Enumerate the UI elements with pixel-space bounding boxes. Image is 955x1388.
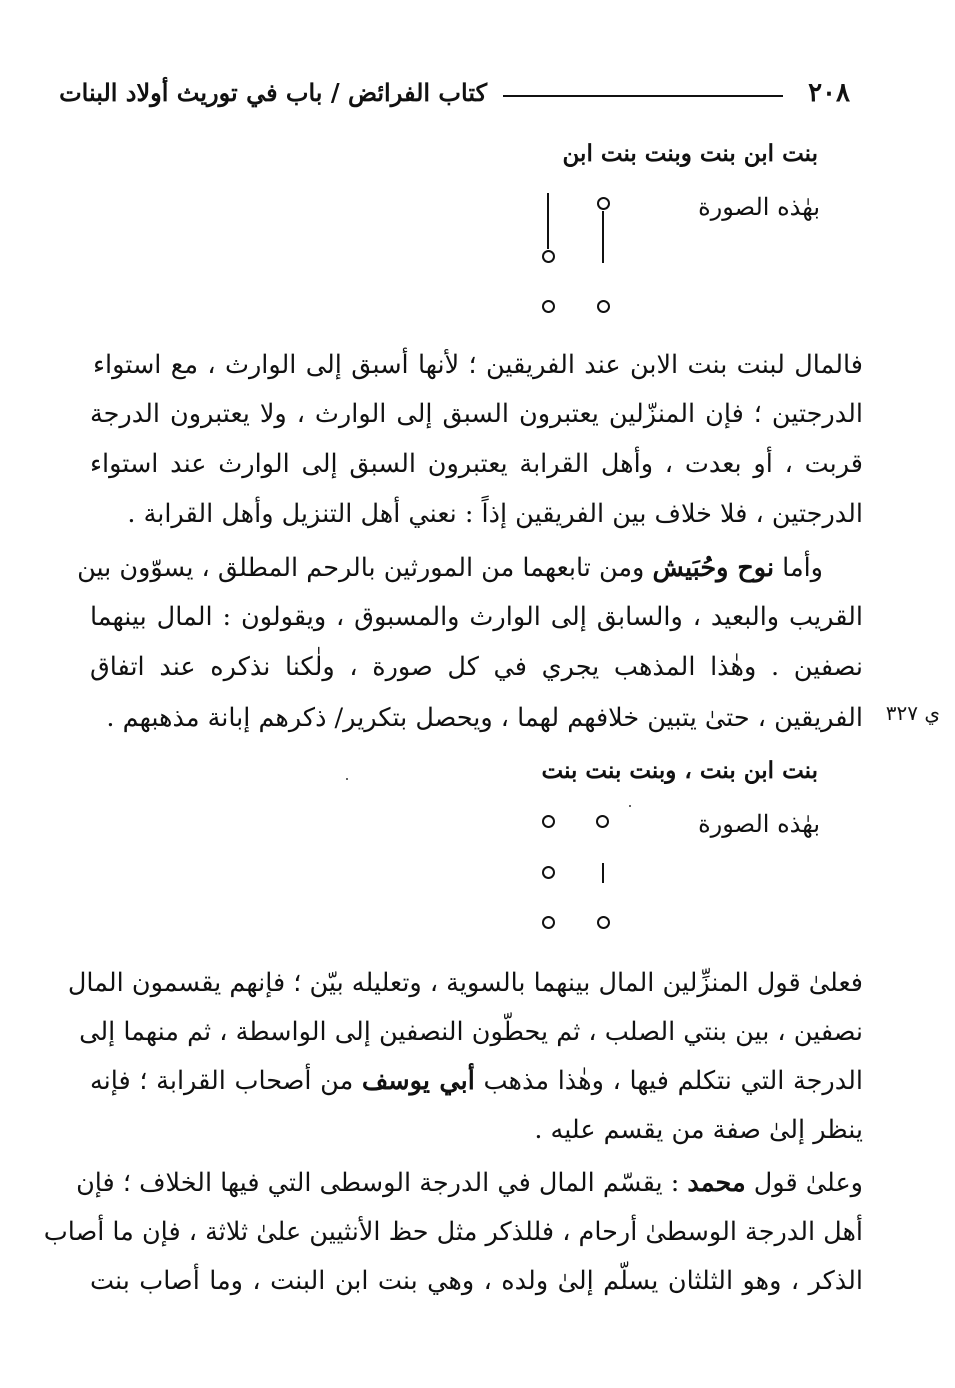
paragraph-1-line: الدرجتين ، فلا خلاف بين الفريقين إذاً : نعني أهل التنزيل وأهل القرابة .: [127, 499, 863, 529]
diagram-node: [597, 916, 610, 929]
diagram-2-caption: بهٰذه الصورة: [698, 810, 820, 838]
running-title: كتاب الفرائض / باب في توريث أولاد البنات: [59, 78, 487, 107]
diagram-node: [597, 197, 610, 210]
diagram-node: [597, 300, 610, 313]
diagram-node: [596, 815, 609, 828]
margin-note: ي ٣٢٧: [885, 701, 940, 725]
paragraph-2-line: القريب والبعيد ، والسابق إلى الوارث والمسبوق ، ويقولون : المال بينهما: [90, 602, 863, 632]
paragraph-4-line: وعلىٰ قول محمد : يقسّم المال في الدرجة الوسطى التي فيها الخلاف ؛ فإن: [76, 1168, 863, 1198]
diagram-node: [542, 815, 555, 828]
diagram-node: [542, 916, 555, 929]
paragraph-1-line: قربت ، أو بعدت ، وأهل القرابة يعتبرون السبق إلى الوارث عند استواء: [90, 449, 863, 479]
diagram-edge: [602, 211, 604, 263]
diagram-2-heading: بنت ابن بنت ، وبنت بنت بنت: [541, 757, 818, 784]
proper-name: محمد: [687, 1168, 746, 1198]
paragraph-3-line: فعلىٰ قول المنزِّلين المال بينهما بالسوية ، وتعليله بيّن ؛ فإنهم يقسمون المال: [67, 968, 863, 998]
paragraph-3-line: ينظر إلىٰ صفة من يقسم عليه .: [534, 1115, 863, 1145]
proper-name: أبي يوسف: [361, 1066, 475, 1096]
print-speck: [346, 778, 348, 780]
header-rule: [503, 95, 783, 97]
diagram-edge: [547, 193, 549, 249]
paragraph-2-line: نصفين . وهٰذا المذهب يجري في كل صورة ، ولٰكنا نذكره عند اتفاق: [90, 652, 863, 682]
diagram-1-heading: بنت ابن بنت وبنت بنت ابن: [562, 140, 818, 167]
paragraph-3-line: الدرجة التي نتكلم فيها ، وهٰذا مذهب أبي يوسف من أصحاب القرابة ؛ فإنه: [90, 1066, 863, 1096]
paragraph-1-line: فالمال لبنت بنت الابن عند الفريقين ؛ لأنها أسبق إلى الوارث ، مع استواء: [93, 350, 863, 380]
proper-name: نوح وحُبَيش: [652, 553, 775, 583]
print-speck: [629, 805, 631, 807]
paragraph-1-line: الدرجتين ؛ فإن المنزّلين يعتبرون السبق إلى الوارث ، ولا يعتبرون الدرجة: [90, 399, 863, 429]
diagram-edge: [602, 863, 604, 883]
paragraph-2-line: وأما نوح وحُبَيش ومن تابعهما من المورثين بالرحم المطلق ، يسوّون بين: [77, 553, 823, 583]
diagram-node: [542, 300, 555, 313]
paragraph-4-line: أهل الدرجة الوسطىٰ أرحام ، فللذكر مثل حظ الأنثيين علىٰ ثلاثة ، فإن ما أصاب: [43, 1217, 863, 1247]
diagram-node: [542, 866, 555, 879]
paragraph-3-line: نصفين ، بين بنتي الصلب ، ثم يحطّون النصفين إلى الواسطة ، ثم منهما إلى: [79, 1017, 863, 1047]
paragraph-4-line: الذكر ، وهو الثلثان يسلّم إلىٰ ولده ، وهي بنت ابن البنت ، وما أصاب بنت: [90, 1266, 863, 1296]
diagram-node: [542, 250, 555, 263]
page-number: ٢٠٨: [808, 78, 850, 108]
paragraph-2-line: الفريقين ، حتىٰ يتبين خلافهم لهما ، ويحصل بتكرير/ ذكرهم إبانة مذهبهم .: [106, 703, 863, 733]
diagram-1-caption: بهٰذه الصورة: [698, 193, 820, 221]
